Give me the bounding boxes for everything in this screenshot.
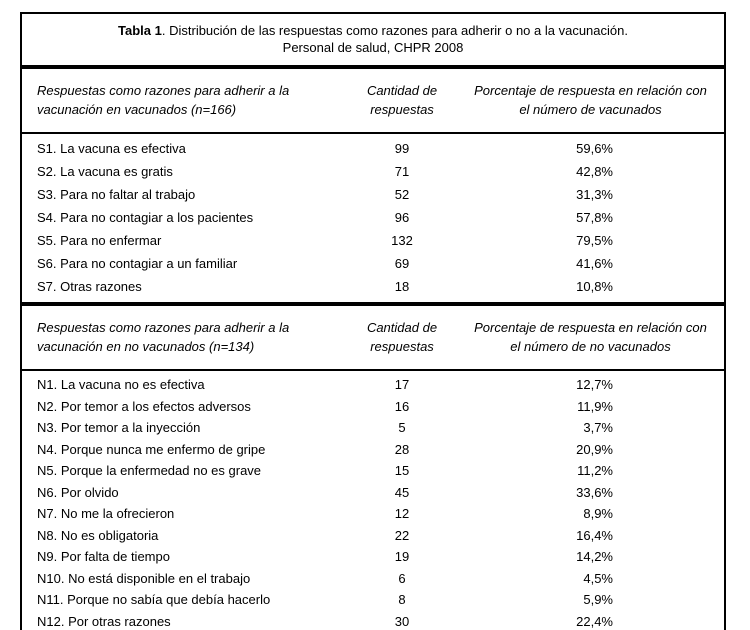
- row-label: S3. Para no faltar al trabajo: [37, 187, 196, 202]
- row-label: N11. Porque no sabía que debía hacerlo: [37, 592, 271, 608]
- section-1-rows: [22, 134, 724, 302]
- header-reasons-non-vaccinated: Respuestas como razones para adherir a la vacunación en no vacunados (n=134): [37, 320, 290, 354]
- row-count: 132: [391, 233, 413, 248]
- header-reasons-vaccinated: Respuestas como razones para adherir a la vacunación en vacunados (n=166): [37, 83, 290, 117]
- table-row: [22, 275, 724, 298]
- row-count: 71: [394, 164, 410, 179]
- row-label: N7. No me la ofrecieron: [37, 506, 175, 522]
- row-percent: 31,3%: [576, 187, 613, 202]
- row-percent: 14,2%: [576, 549, 613, 565]
- table-1: [20, 12, 726, 630]
- row-label: S7. Otras razones: [37, 279, 142, 294]
- row-count: 8: [398, 592, 406, 608]
- table-row: [22, 482, 724, 504]
- table-row: [22, 160, 724, 183]
- row-label: S5. Para no enfermar: [37, 233, 162, 248]
- row-count: 5: [398, 420, 406, 436]
- row-percent: 20,9%: [576, 441, 613, 457]
- section-2-rows: [22, 371, 724, 630]
- row-count: 15: [394, 463, 410, 479]
- header-count: Cantidad de respuestas: [366, 83, 438, 117]
- table-row: [22, 503, 724, 525]
- row-percent: 4,5%: [583, 570, 613, 586]
- row-label: S1. La vacuna es efectiva: [37, 141, 186, 156]
- row-count: 18: [394, 279, 410, 294]
- row-percent: 59,6%: [576, 141, 613, 156]
- row-count: 69: [394, 256, 410, 271]
- row-count: 12: [394, 506, 410, 522]
- row-label: N2. Por temor a los efectos adversos: [37, 398, 251, 414]
- row-percent: 33,6%: [576, 484, 613, 500]
- row-count: 19: [394, 549, 410, 565]
- table-row: [22, 137, 724, 160]
- row-percent: 10,8%: [576, 279, 613, 294]
- row-label: N6. Por olvido: [37, 484, 119, 500]
- section-2-header: [22, 306, 724, 369]
- row-count: 96: [394, 210, 410, 225]
- row-percent: 8,9%: [583, 506, 613, 522]
- row-label: N3. Por temor a la inyección: [37, 420, 201, 436]
- table-title-line2: Personal de salud, CHPR 2008: [282, 40, 464, 55]
- row-percent: 12,7%: [576, 377, 613, 393]
- section-1-header: [22, 69, 724, 132]
- row-percent: 16,4%: [576, 527, 613, 543]
- table-title-text: . Distribución de las respuestas como razones para adherir o no a la vacunación.: [161, 23, 628, 38]
- row-label: S2. La vacuna es gratis: [37, 164, 173, 179]
- row-percent: 3,7%: [583, 420, 613, 436]
- table-row: [22, 525, 724, 547]
- header-percentage: Porcentaje de respuesta en relación con el número de no vacunados: [474, 320, 707, 354]
- row-count: 22: [394, 527, 410, 543]
- row-label: N10. No está disponible en el trabajo: [37, 570, 251, 586]
- row-percent: 22,4%: [576, 613, 613, 629]
- row-label: N8. No es obligatoria: [37, 527, 159, 543]
- row-label: S4. Para no contagiar a los pacientes: [37, 210, 254, 225]
- row-percent: 41,6%: [576, 256, 613, 271]
- row-percent: 11,9%: [577, 398, 613, 414]
- table-row: [22, 460, 724, 482]
- row-percent: 57,8%: [576, 210, 613, 225]
- row-count: 52: [394, 187, 410, 202]
- header-count: Cantidad de respuestas: [366, 320, 438, 354]
- table-row: [22, 374, 724, 396]
- row-count: 30: [394, 613, 410, 629]
- row-count: 45: [394, 484, 410, 500]
- header-percentage: Porcentaje de respuesta en relación con el número de vacunados: [474, 83, 707, 117]
- table-row: [22, 417, 724, 439]
- row-count: 28: [394, 441, 410, 457]
- table-title-line1: [32, 22, 714, 39]
- table-row: [22, 611, 724, 630]
- row-count: 17: [394, 377, 410, 393]
- row-label: N9. Por falta de tiempo: [37, 549, 170, 565]
- table-row: [22, 206, 724, 229]
- row-percent: 11,2%: [577, 463, 613, 479]
- row-label: N12. Por otras razones: [37, 613, 171, 629]
- row-percent: 5,9%: [583, 592, 613, 608]
- row-count: 6: [398, 570, 406, 586]
- row-percent: 79,5%: [576, 233, 613, 248]
- row-count: 99: [394, 141, 410, 156]
- row-label: S6. Para no contagiar a un familiar: [37, 256, 238, 271]
- table-row: [22, 229, 724, 252]
- table-row: [22, 589, 724, 611]
- table-row: [22, 396, 724, 418]
- table-row: [22, 183, 724, 206]
- row-percent: 42,8%: [576, 164, 613, 179]
- row-count: 16: [394, 398, 410, 414]
- row-label: N4. Porque nunca me enfermo de gripe: [37, 441, 266, 457]
- table-title-number: Tabla 1: [118, 23, 162, 38]
- table-row: [22, 439, 724, 461]
- table-title: [22, 14, 724, 65]
- table-row: [22, 546, 724, 568]
- table-row: [22, 252, 724, 275]
- table-row: [22, 568, 724, 590]
- row-label: N5. Porque la enfermedad no es grave: [37, 463, 262, 479]
- row-label: N1. La vacuna no es efectiva: [37, 377, 205, 393]
